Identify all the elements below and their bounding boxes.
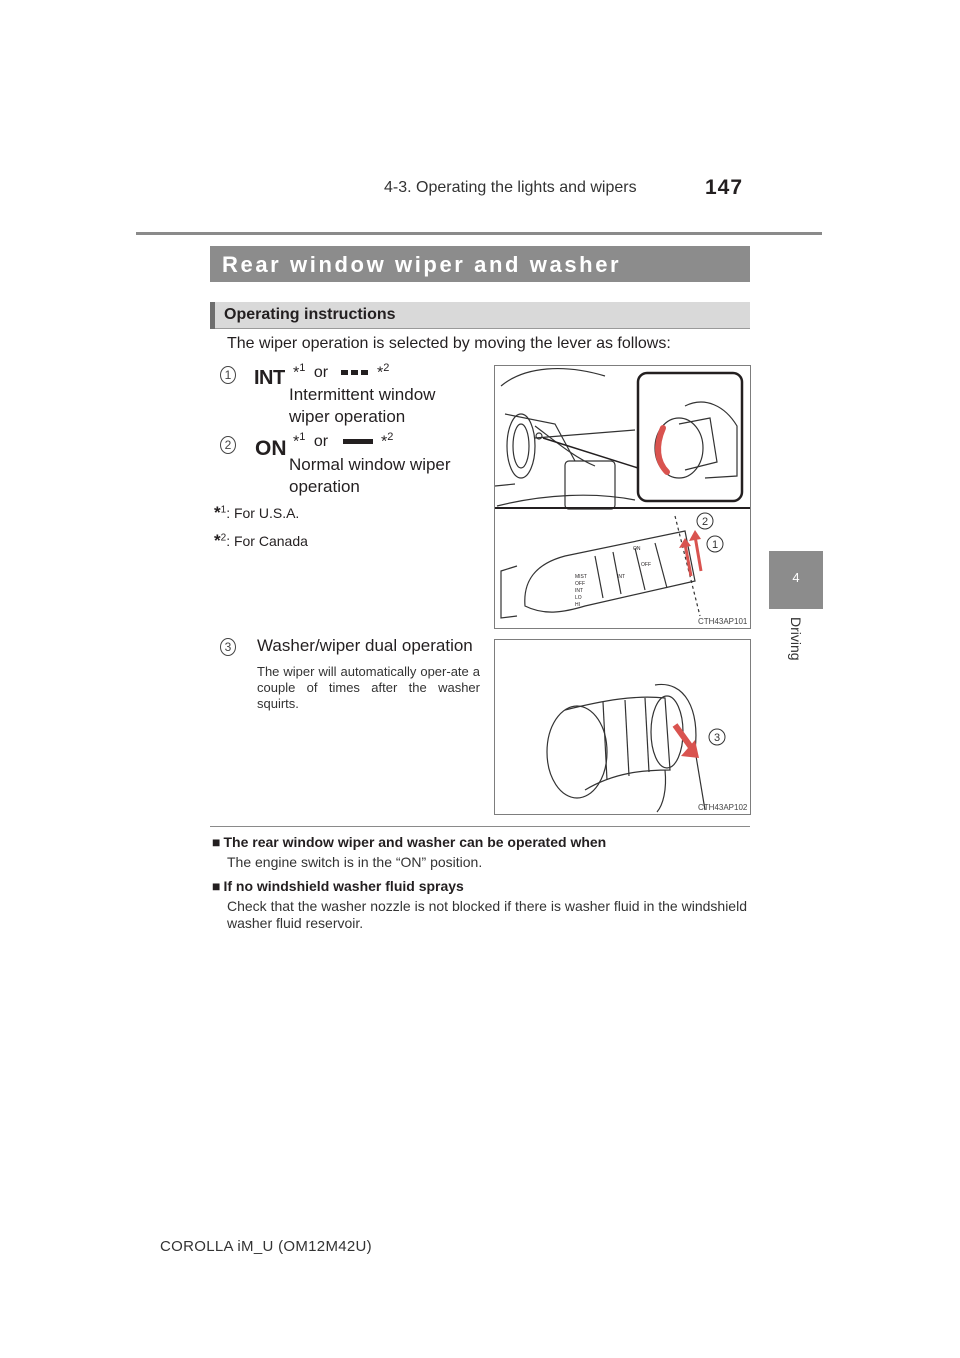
- subheading: Operating instructions: [224, 306, 396, 323]
- footnote-text: : For U.S.A.: [226, 505, 300, 521]
- item-1-desc-line1: Intermittent window: [289, 385, 436, 404]
- washer-lever-illustration: [495, 640, 750, 814]
- footnote-star: *: [214, 503, 221, 522]
- item-2-variants: [293, 431, 393, 451]
- wiper-lever-illustration: [495, 366, 750, 628]
- on-symbol: ON: [255, 437, 287, 460]
- item-3-title: Washer/wiper dual operation: [257, 636, 473, 655]
- item-1-variants: [293, 362, 389, 382]
- footnote-star: *: [376, 364, 384, 382]
- note-2-body: Check that the washer nozzle is not blocked if there is washer fluid in the windshield washer fluid reservoir.: [227, 898, 747, 931]
- footnote-sup: 2: [387, 431, 394, 443]
- chapter-tab-number: 4: [792, 570, 800, 585]
- int-symbol: INT: [254, 367, 285, 389]
- note-1-heading-text: The rear window wiper and washer can be operated when: [223, 834, 607, 850]
- callout-3: 3: [713, 732, 721, 744]
- header-rule: [136, 232, 822, 235]
- footnote-2: [214, 531, 308, 551]
- lever-label-hi: HI: [575, 602, 580, 608]
- footnote-text: : For Canada: [226, 533, 308, 549]
- item-2-desc-line1: Normal window wiper: [289, 455, 451, 474]
- lever-label-int-rear: INT: [617, 574, 626, 580]
- lever-label-int: INT: [575, 588, 584, 594]
- page-title: Rear window wiper and washer: [222, 252, 622, 277]
- or-text: or: [313, 364, 329, 382]
- lever-label-on-rear: ON: [633, 546, 641, 552]
- item-1-number: 1: [220, 366, 236, 384]
- lever-label-off-rear: OFF: [641, 562, 651, 568]
- callout-2: 2: [701, 516, 709, 528]
- footnote-star: *: [293, 364, 300, 382]
- bullet-icon: ■: [212, 878, 221, 894]
- note-2-heading-text: If no windshield washer fluid sprays: [223, 878, 464, 894]
- lever-label-lo: LO: [575, 595, 582, 601]
- chapter-tab-label: Driving: [788, 617, 804, 661]
- footer-model: COROLLA iM_U (OM12M42U): [160, 1238, 372, 1255]
- note-1-body: The engine switch is in the “ON” position.: [227, 854, 483, 870]
- lever-label-mist: MIST: [575, 574, 587, 580]
- item-1-desc-line2: wiper operation: [289, 407, 406, 426]
- bullet-icon: ■: [212, 834, 221, 850]
- lever-label-off: OFF: [575, 581, 585, 587]
- subheading-accent: [210, 302, 215, 329]
- callout-1: 1: [711, 539, 719, 551]
- item-2-desc-line2: operation: [289, 477, 360, 496]
- figure-washer-operation: [494, 639, 751, 815]
- item-3-number: 3: [220, 638, 236, 656]
- intermittent-symbol-icon: [341, 368, 369, 378]
- footnote-star: *: [380, 433, 388, 451]
- figure-2-code: CTH43AP102: [698, 803, 748, 812]
- note-2-heading: [212, 878, 464, 894]
- footnote-star: *: [293, 433, 300, 451]
- footnote-sup: 1: [220, 504, 227, 516]
- footnote-1: [214, 503, 299, 523]
- footnote-star: *: [214, 531, 221, 550]
- or-text: or: [313, 433, 329, 451]
- page-number: 147: [705, 176, 744, 199]
- item-2-number: 2: [220, 436, 236, 454]
- item-3-desc: The wiper will automatically oper-ate a couple of times after the washer squirts.: [257, 664, 480, 711]
- figure-1-code: CTH43AP101: [698, 617, 748, 626]
- intro-text: The wiper operation is selected by moving the lever as follows:: [227, 335, 671, 352]
- footnote-sup: 2: [220, 532, 227, 544]
- notes-rule: [210, 826, 750, 827]
- footnote-sup: 1: [299, 362, 306, 374]
- continuous-symbol-icon: [343, 437, 373, 447]
- footnote-sup: 2: [383, 362, 390, 374]
- section-header: 4-3. Operating the lights and wipers: [384, 179, 637, 196]
- note-1-heading: [212, 834, 606, 850]
- figure-lever-positions: [494, 365, 751, 629]
- footnote-sup: 1: [299, 431, 306, 443]
